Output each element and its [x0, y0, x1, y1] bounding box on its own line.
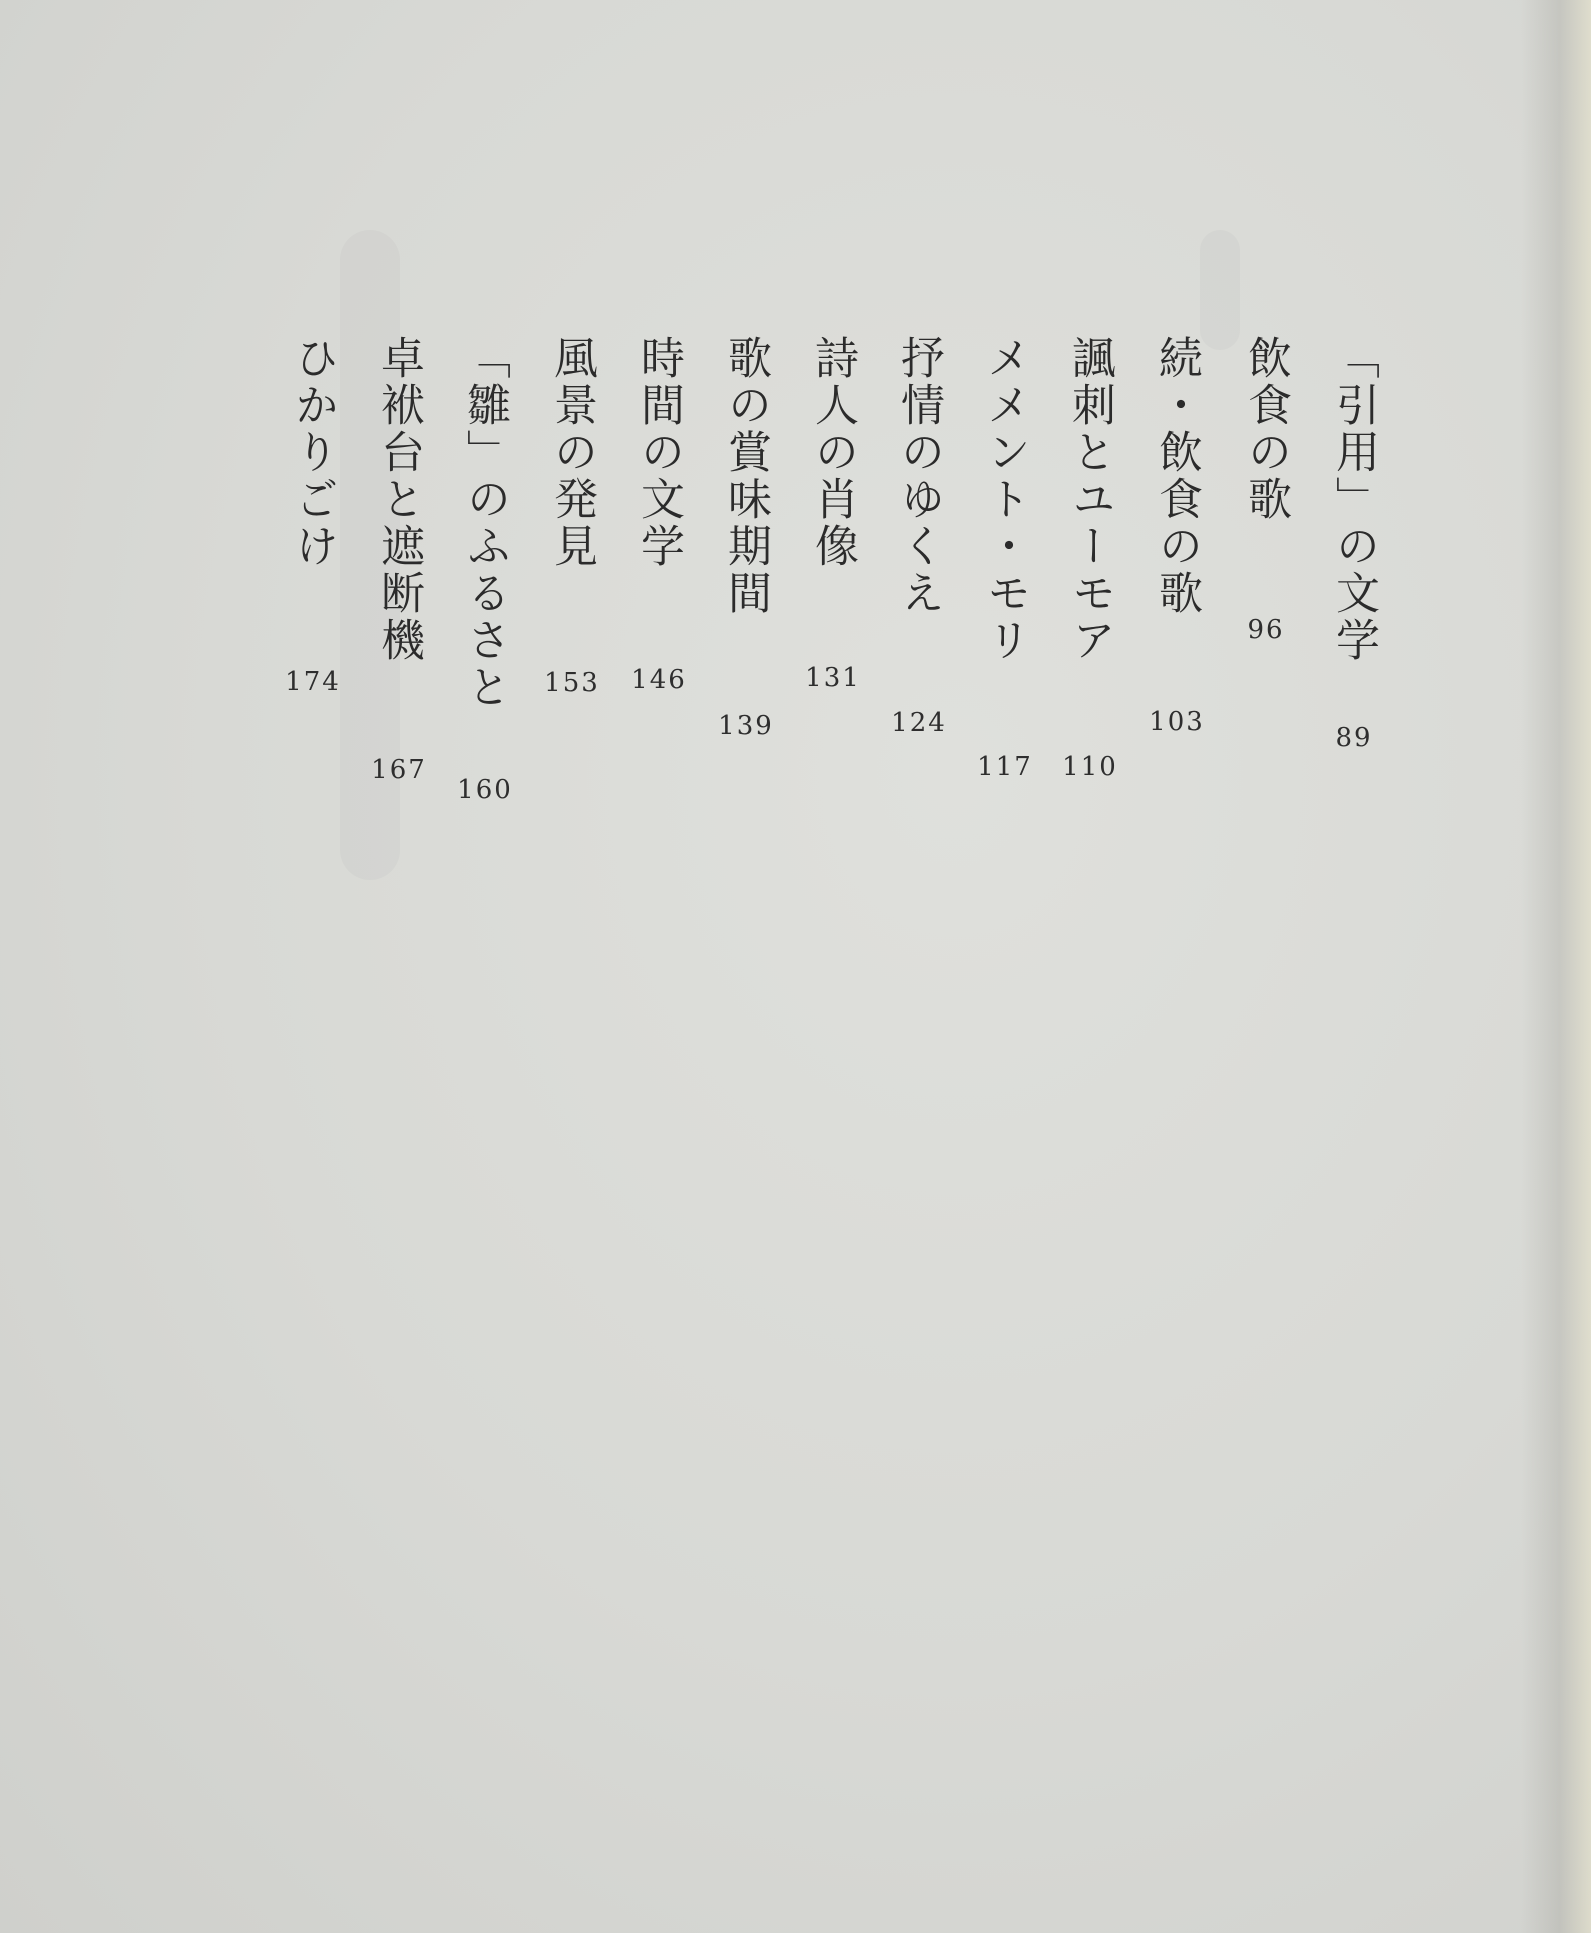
- toc-entry-page: 103: [1149, 707, 1205, 737]
- toc-entry-title: 時間の文学: [633, 335, 684, 570]
- toc-entry: [1148, 335, 1205, 737]
- toc-entry-title: 風景の発見: [546, 335, 597, 570]
- toc-entry-title: 詩人の肖像: [807, 335, 858, 570]
- toc-entry-title: 続・飲食の歌: [1151, 335, 1202, 617]
- toc-entry-title: メメント・モリ: [979, 335, 1030, 664]
- toc-entry-page: 153: [544, 668, 600, 698]
- toc-entry-title: ひかりごけ: [287, 335, 338, 570]
- toc-entry: [456, 335, 513, 805]
- toc-entry-page: 174: [285, 667, 341, 697]
- toc-entry-page: 160: [457, 775, 513, 805]
- toc-entry-title: 諷刺とユーモア: [1064, 335, 1115, 664]
- toc-entry: [890, 335, 947, 738]
- toc-entry: [1325, 335, 1381, 753]
- toc-entry-page: 89: [1335, 723, 1373, 753]
- toc-entry-page: 96: [1247, 615, 1285, 645]
- toc-entry-title: 「雛」のふるさと: [459, 335, 510, 711]
- toc-entry: [543, 335, 600, 698]
- toc-entry-title: 飲食の歌: [1240, 335, 1291, 523]
- toc-entry: [370, 335, 427, 785]
- toc-entry: [1061, 335, 1118, 782]
- toc-entry-page: 167: [371, 755, 427, 785]
- toc-entry-page: 110: [1062, 752, 1118, 782]
- toc-entry-page: 131: [805, 663, 861, 693]
- toc-entry-title: 卓袱台と遮断機: [373, 335, 424, 664]
- toc-entry: [284, 335, 341, 697]
- toc-entry: [1237, 335, 1293, 645]
- toc-entry: [717, 335, 774, 741]
- toc-entry-page: 117: [977, 752, 1033, 782]
- toc-entry: [976, 335, 1033, 782]
- toc-entry-title: 歌の賞味期間: [720, 335, 771, 617]
- toc-entry-page: 139: [718, 711, 774, 741]
- toc-entry-page: 124: [891, 708, 947, 738]
- toc-entry-page: 146: [631, 665, 687, 695]
- toc-entry: [630, 335, 687, 695]
- toc-entry-title: 「引用」の文学: [1328, 335, 1379, 664]
- toc-entry: [804, 335, 861, 693]
- toc-entry-title: 抒情のゆくえ: [893, 335, 944, 617]
